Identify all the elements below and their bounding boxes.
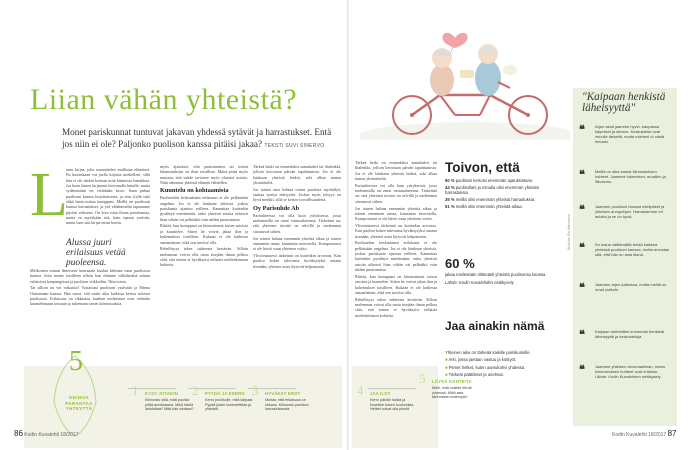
article-column-4: [355, 160, 437, 319]
paragraph: Tärkeä hetki on esimerkiksi aamukahvi tai iltalenkki, jolloin kerrotaan päivän tapahtumista. Jos ei ole lainkaan yhteisiä hetkiä, arki alkaa tuntua yksinäiseltä.: [355, 160, 437, 182]
tips-count: 5: [69, 346, 83, 377]
tip-text: Kiinnostu siitä, mitä puoliso pitää arvokkaana. Mikä häntä ilahduttaa? Mitä hän odottaa?: [145, 397, 194, 412]
quote-text: Meillä on aika samat kiinnostuksen kohteet. Jaamme lukemisen, musiikin ja liikunnan.: [595, 169, 666, 184]
bike-frame: [412, 95, 528, 115]
bullet-icon: ■: [445, 364, 448, 370]
paragraph: Riittää, kun kumppani on kiinnostunut toisen asioista ja kuuntelee. Sitten he voivat jakaa ilon ja kokemukset toisilleen. Kukaan ei ole kaikessa samanlainen, eikä sen tarvitse olla.: [160, 223, 248, 245]
stat-item: [445, 204, 563, 209]
drop-cap: L: [30, 161, 68, 229]
quote-mark-icon: ❝: [579, 242, 585, 254]
share-title: Jaa ainakin nämä: [445, 319, 545, 333]
page-number: 87: [667, 429, 677, 438]
stat-text: puolisoni kertoisi enemmän ajatuksistaan.: [455, 178, 534, 183]
share-item: [445, 357, 563, 362]
stats-source: Lähde: Kodin Kuvalehden nettikysely: [445, 280, 514, 286]
quote-item: [579, 205, 671, 220]
share-item: [445, 372, 563, 377]
tip-item: [252, 383, 314, 412]
quote-item: [579, 283, 671, 293]
rider-back-hair: [432, 49, 452, 56]
quotes-title: "Kaipaan henkistä läheisyyttä": [582, 91, 666, 114]
article-column-2: [160, 164, 248, 269]
subheading: Kuuntelu on kohtaamista: [160, 187, 229, 195]
tip-title: LÖYDÄ KOHTEITA: [432, 379, 472, 384]
rider-front-hair: [478, 45, 498, 52]
byline: TEKSTI SUVI SINERVO: [264, 142, 325, 149]
tip-item: [192, 383, 254, 412]
stats-title: Toivon, että: [445, 160, 520, 175]
share-intro: Yhteinen aika on tärkeää kaikille pariskunnille.: [445, 350, 531, 355]
quote-mark-icon: ❝: [579, 329, 585, 341]
quote-text: Jaamme arjen kaikessa, mutta meillä on omat ystävät.: [595, 282, 667, 292]
stat-text: meillä olisi enemmän yhteistä aikaa.: [455, 203, 523, 209]
article-column-1-cont: [30, 268, 150, 308]
quote-item: [579, 330, 671, 340]
quote-item: [579, 365, 671, 380]
paragraph: Rehellisyys tekee suhteesta kestävän. Silloin molemmat voivat olla omia itsejään ilman pelkoa siitä, että toinen ei hyväksyisi erilaisia mielenkiinnon kohteita.: [160, 246, 248, 268]
lead-paragraph: [62, 127, 342, 152]
tip-title: KYSY JOTAKIN: [145, 391, 178, 396]
quote-text: Jaamme puolisoni kanssa mielipiteet ja yhteisen arvopohjan. Harrastamme eri asioita ja se on hyvä.: [595, 204, 665, 219]
tip-number: 3: [252, 383, 259, 398]
share-item: [445, 365, 563, 370]
bike-frame-tube: [480, 95, 490, 115]
paragraph: Jos toinen haluaa enemmän yhteistä aikaa ja toinen enemmän omaa, kannattaa neuvotella. Kompromissi ei ole häviö vaan yhteinen voitto.: [355, 205, 437, 222]
divider: [368, 388, 416, 389]
stat-item: [445, 178, 563, 183]
quote-text: Arjen asiat jaamme hyvin, kaupassa käymiset ja siivous. Keskustelut ovat minulle tärkeitä, mutta mieheni ei niistä innostu.: [595, 124, 664, 144]
tip-text: Muista, että erilaisuus on rikkaus. Kiinnostu puolison harrastuksesta.: [265, 397, 309, 412]
page-number: 86: [14, 429, 23, 438]
page-title: Liian vähän yhteistä?: [30, 83, 298, 116]
tip-text: Kerro puolisolle, mitä kaipaat. Pyydä jotain konkreettista ja yhteistä.: [205, 397, 254, 412]
quote-mark-icon: ❝: [579, 364, 585, 376]
tip-text: Kerro päivän iloista ja kuuntele toisen kuulumisia. Hetket voivat olla pieniä.: [370, 397, 415, 412]
quote-mark-icon: ❝: [579, 282, 585, 294]
tip-title: JAA ILOT: [370, 391, 391, 396]
tip-item: [132, 383, 194, 412]
share-item-text: Tärkeät päätökset ja unelmat.: [448, 371, 504, 377]
stat-pct: 44 %: [445, 184, 455, 190]
stat-item: [445, 185, 563, 196]
article-column-1: [66, 167, 150, 227]
stat-big-desc: jakaa mielestään riittävästi yhteistä puolisonsa kanssa.: [445, 272, 547, 277]
paragraph: Puolisoiden keskinäinen erilaisuus ei ole pelkästään ongelma. Jos ei ole lainkaan yhteistä, joskus pariskunta ajautuu erilleen. Kannattaa kuitenkin pysähtyä miettimään, onko yhteisiä asioita oikeasti liian vähän vai pelkääkö vain niiden puuttumista.: [160, 195, 248, 222]
stat-big-text: [445, 272, 563, 286]
bullet-icon: ■: [445, 357, 448, 363]
stats-list: [445, 178, 563, 210]
paragraph: Tai silloin on voi ratkaista? Vastattuni puolisoni ystävään ja Minna Oulasmaan kanssa. Hän sanoi, että vaatii aika kaikissa kertoa toisesta puolisosta. Erilaisuus on rikkautta, kunhan molemmat ovat valmiita kuuntelemaan toisiaan ja tukemaan toisen kiinnostuksia.: [30, 285, 150, 307]
paragraph: Jos toinen aina kohtaa toisen puolesta myötäilyä, saattaa syntyä etäisyyttä. Joskus myös tylsyys on hyvä merkki, sillä se kertoo turvallisuudesta.: [253, 186, 341, 203]
stat-text: meillä olisi enemmän yhteisiä harrastuksia.: [455, 196, 536, 202]
stat-pct: 51 %: [445, 203, 455, 209]
article-column-3: [253, 164, 341, 270]
tips-label: KEINOA PARANTAA YHTEYTTÄ: [65, 395, 93, 411]
paragraph: myös ajatukset, että puuttuminen tai toisen kiinnostuksiin on ihan tavallista. Mutta pitää myös muistaa, että suhde tarvitsee myös yhteisiä asioita. Näin rakentuu yhteistä elämää vähitellen.: [160, 164, 248, 186]
folio-text: Kodin Kuvalehti 18/2017: [24, 432, 79, 438]
paragraph: Puolisoiden keskinäinen erilaisuus ei ole pelkästään ongelma. Jos ei ole lainkaan yhteistä, joskus pariskunta ajautuu erilleen. Kannattaa kuitenkin pysähtyä miettimään, onko yhteisiä asioita oikeasti liian vähän vai pelkääkö vain niiden puuttumista.: [355, 240, 437, 273]
quote-text: Jaamme yhteisen arvomaailman, mutta kiinnostuksen kohteet ovat erilaisia. Lähde: Kodin Kuvalehden nettikysely: [595, 364, 665, 379]
tip-title: HYVÄKSY EROT: [265, 391, 301, 396]
quote-mark-icon: ❝: [579, 169, 585, 181]
paragraph: Melkoinen minun ilmeisesti kenraaala kuuluu kiilman vaan puolisoon kanssa. Jotta emme toisilleen silloin kun elämme välittämättä minun erilaisissa kaupungeissa ja puolison viikkoihin. Niin toisin.: [30, 268, 150, 284]
tip-number: 5: [419, 371, 426, 386]
bike-frame-tube: [440, 95, 455, 115]
share-item-text: Arki, jossa jaetaan vastuu ja kotityöt.: [448, 357, 517, 363]
quote-item: [579, 125, 671, 145]
tip-number: 1: [132, 383, 139, 398]
tip-number: 2: [192, 383, 199, 398]
happy-sign: [460, 70, 474, 78]
paragraph: Riittää, kun kumppani on kiinnostunut toisen asioista ja kuuntelee. Sitten he voivat jakaa ilon ja kokemukset toisilleen. Kukaan ei ole kaikessa samanlainen, eikä sen tarvitse olla.: [355, 273, 437, 295]
folio-right: [612, 429, 677, 438]
tip-number: 4: [357, 383, 364, 398]
stat-text: puolisollani ja minulla olisi enemmän yhteisiä harrastuksia.: [445, 184, 539, 196]
stat-big-pct: 60 %: [445, 256, 475, 271]
quote-item: [579, 243, 671, 258]
tandem-bicycle-illustration: [360, 0, 570, 140]
paragraph: Parisuhteessa voi olla kuin yrityksessä, jossa molemmilla on omat vastuualueensa. Tärkeintä on, että yhteinen tavoite on selvillä ja molemmat sitoutuvat siihen.: [355, 182, 437, 204]
subheading: Oy Parisuhde Ab: [253, 204, 300, 212]
paragraph: Ylivoimaisesti tärkeintä on kuitenkin arvostus. Kun puoliso kokee tulevansa hyväksytyksi omana itsenään, yhteiset asiat löytyvät helpommin.: [355, 222, 437, 239]
rider-front-body: [475, 60, 501, 96]
share-item-text: Pienet hetket, kuten aamukahvi yhdessä.: [448, 364, 526, 370]
illustration-credit: Kuvitus Shutterstock: [567, 213, 571, 250]
stat-item: [445, 197, 563, 202]
paragraph: asen kirjaa, joka suunnittelee mullistaa elämässä. En kuitenkaan voi jaella kirjasta miehelleni, sillä hän ei ole tänkin kertaan mitä kiinnosta lomakkaa. Jos hoen hänen kirjastani kertomalla hänelle, mutta sydämestäni en vieläkään kerro. Saan puhua puolisoni kanssa kirjoituksesta, ja niin, kyllä siitä ehkä hinta mittaa kumppani. Meillä on puolisoni kanssa harrastukset, ja yeä vähänmielin tapaamme pijolisi erikseen. On kiva istua ilman pariskuntaa, mutta en myöskään sitä, kuin tapaan ystävän, mutta luen sitä kirjaa ensin kotiin.: [66, 167, 151, 226]
folio-text: Kodin Kuvalehti 18/2017: [612, 432, 667, 438]
tip-item: [357, 383, 419, 412]
pull-quote: Alussa juuri erilaisuus vetää puoleensa.: [66, 238, 126, 268]
page-gutter: [347, 0, 349, 450]
folio-left: [14, 429, 79, 438]
dog: [503, 65, 517, 75]
paragraph: Jos toinen haluaa enemmän yhteistä aikaa ja toinen enemmän omaa, kannattaa neuvotella. Kompromissi ei ole häviö vaan yhteinen voitto.: [253, 235, 341, 252]
heart-balloon-icon: [442, 33, 467, 48]
lead-text: Monet pariskunnat tuntuvat jakavan yhdessä sytävät ja harrastukset. Entä jos niin ei ole? Paljonko puolison kanssa pitäisi jakaa?: [62, 127, 332, 149]
stat-pct: 35 %: [445, 196, 455, 202]
paragraph: Tärkeä hetki on esimerkiksi aamukahvi tai iltalenkki, jolloin kerrotaan päivän tapahtumista. Jos ei ole lainkaan yhteisiä hetkiä, arki alkaa tuntua yksinäiseltä.: [253, 164, 341, 186]
quote-text: Kaipaan mieheltäni enemmän henkistä läheisyyttä ja keskusteluja.: [595, 329, 664, 339]
quote-mark-icon: ❝: [579, 124, 585, 136]
tip-text: Mieti, mitä voisitte tehdä yhdessä. Mikä asia kiinnostaa molempia?: [432, 385, 472, 400]
rider-back-body: [430, 64, 454, 96]
bullet-icon: ■: [445, 371, 448, 377]
paragraph: Parisuhteessa voi olla kuin yrityksessä, jossa molemmilla on omat vastuualueensa. Tärkeintä on, että yhteinen tavoite on selvillä ja molemmat sitoutuvat siihen.: [253, 212, 341, 234]
quote-mark-icon: ❝: [579, 204, 585, 216]
stat-pct: 50 %: [445, 178, 455, 183]
quote-text: En halua välttämättä tehdä kaikkea yhdessä puolisoni kanssa, mutta arvostan sitä, että hän on aina läsnä.: [595, 242, 670, 257]
quote-item: [579, 170, 671, 185]
share-list: [445, 350, 563, 379]
tip-title: PYYDÄ JA KERRO: [205, 391, 245, 396]
paragraph: Rehellisyys tekee suhteesta kestävän. Silloin molemmat voivat olla omia itsejään ilman pelkoa siitä, että toinen ei hyväksyisi erilaisia mielenkiinnon kohteita.: [355, 296, 437, 318]
paragraph: Ylivoimaisesti tärkeintä on kuitenkin arvostus. Kun puoliso kokee tulevansa hyväksytyksi omana itsenään, yhteiset asiat löytyvät helpommin.: [253, 252, 341, 269]
